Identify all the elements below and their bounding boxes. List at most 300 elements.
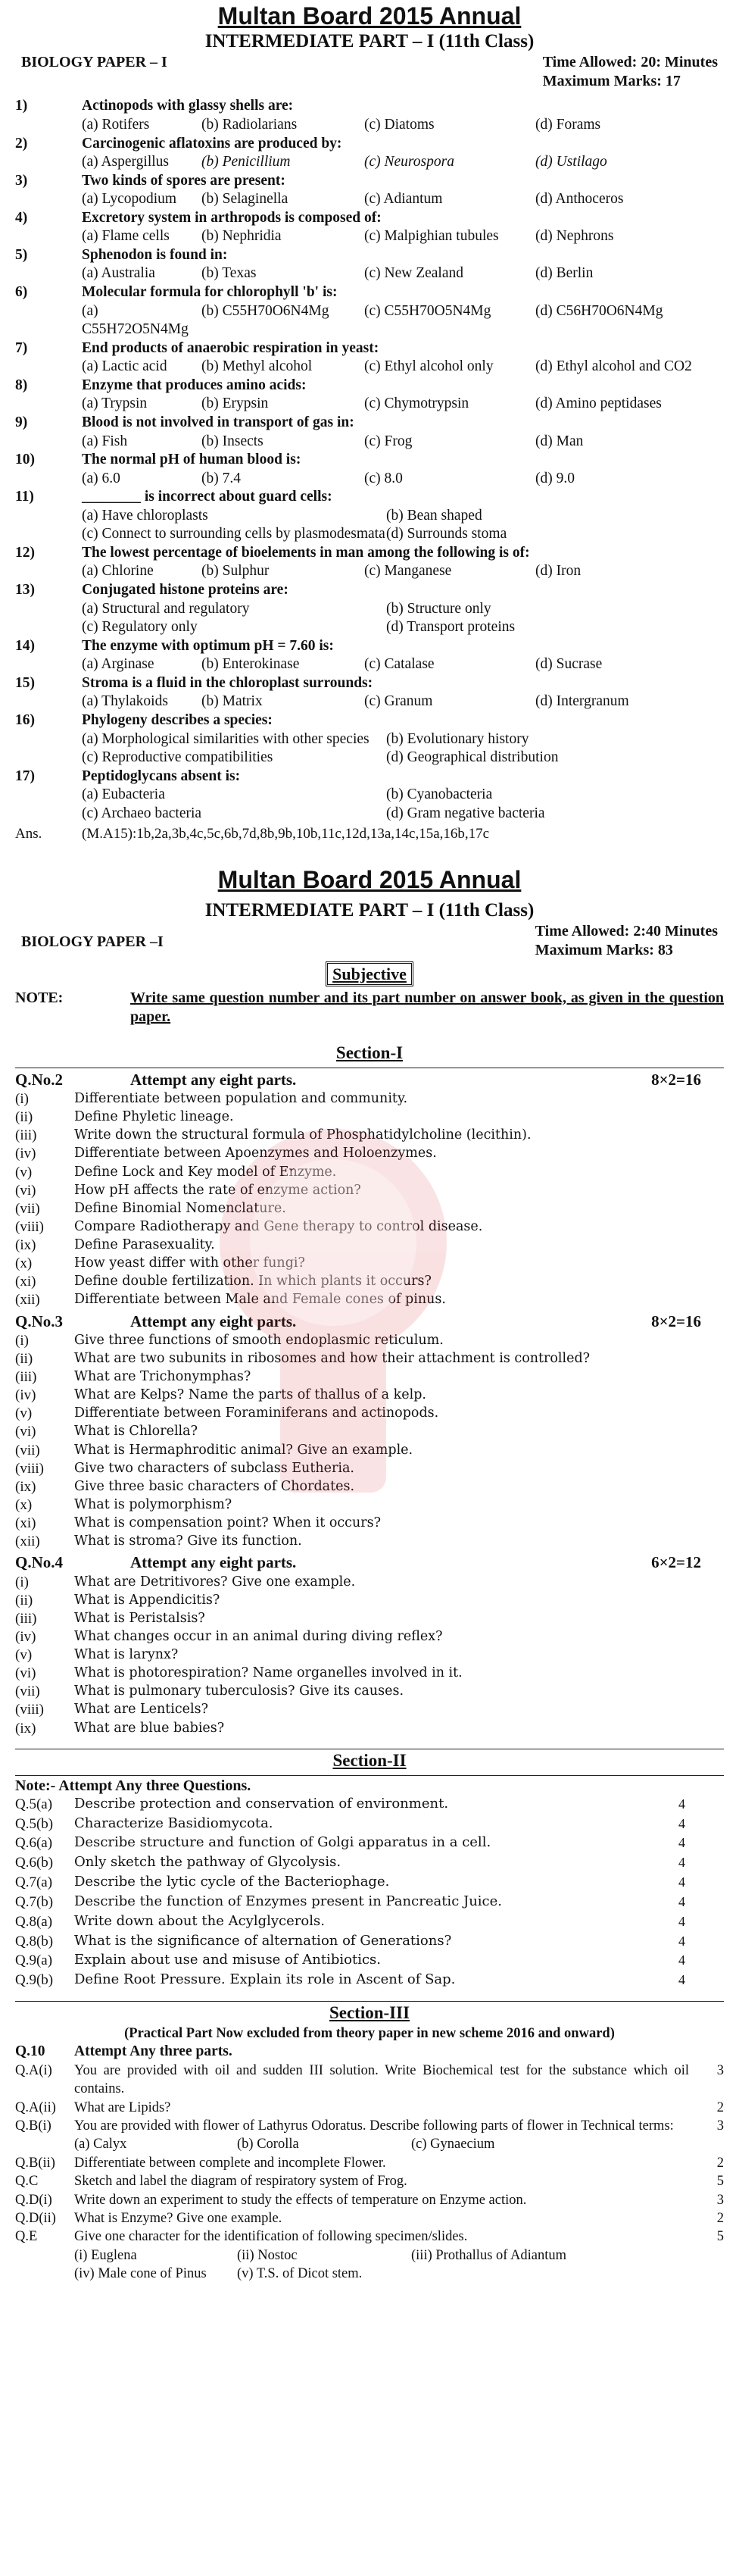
mcq-number: 9) (15, 414, 28, 430)
short-question (0, 1515, 739, 1533)
mcq-number: 11) (15, 489, 34, 505)
part-text: What is stroma? Give its function. (74, 1533, 302, 1549)
specimen: (v) T.S. of Dicot stem. (237, 2266, 363, 2282)
mcq-question: Blood is not involved in transport of gas in: (82, 414, 354, 430)
question-marks: 4 (678, 1933, 685, 1949)
practical-question (0, 2099, 739, 2117)
question-marks: 4 (678, 1855, 685, 1871)
mcq-options (82, 395, 724, 414)
short-question (0, 1218, 739, 1236)
short-question (0, 1405, 739, 1423)
short-question (0, 1628, 739, 1646)
question-text: Sketch and label the diagram of respiratory system of Frog. (74, 2174, 407, 2190)
mcq-option: (a) Have chloroplasts (82, 507, 208, 524)
mcq-number: 6) (15, 284, 28, 301)
long-question (0, 1853, 739, 1873)
short-question (0, 1236, 739, 1255)
mcq-option: (d) Ethyl alcohol and CO2 (535, 358, 692, 375)
question-text: Explain about use and misuse of Antibiotics. (74, 1952, 381, 1968)
part-number: (xi) (15, 1515, 36, 1532)
question-instruction: Attempt any eight parts. (130, 1070, 297, 1089)
mcq-number: 8) (15, 377, 28, 393)
specimen: (ii) Nostoc (237, 2247, 298, 2263)
mcq-item (0, 451, 739, 488)
short-question (0, 1332, 739, 1350)
mcq-options (82, 600, 724, 637)
short-question (0, 1574, 739, 1592)
part-text: What are blue babies? (74, 1720, 225, 1736)
mcq-number: 12) (15, 544, 35, 561)
mcq-options (82, 730, 724, 767)
question-number: Q.6(b) (15, 1855, 54, 1871)
question-marks: 8×2=16 (651, 1070, 701, 1089)
question-text: Describe protection and conservation of environment. (74, 1795, 449, 1812)
mcq-item (0, 339, 739, 377)
part-number: (iii) (15, 1127, 37, 1144)
mcq-options (82, 470, 724, 489)
question-number: Q.D(i) (15, 2192, 52, 2208)
part-text: Define Phyletic lineage. (74, 1109, 234, 1125)
section-divider (15, 2001, 724, 2002)
mcq-question: Sphenodon is found in: (82, 246, 228, 263)
note-label: NOTE: (15, 989, 64, 1006)
question-marks: 6×2=12 (651, 1553, 701, 1572)
part-text: Define Lock and Key model of Enzyme. (74, 1164, 337, 1180)
question-text: Characterize Basidiomycota. (74, 1815, 273, 1831)
question-number: Q.E (15, 2229, 38, 2245)
subjective-box (0, 964, 739, 984)
question-number: Q.7(a) (15, 1874, 53, 1891)
part-number: (ix) (15, 1237, 36, 1254)
answer-key (0, 823, 739, 846)
practical-question (0, 2117, 739, 2135)
part-number: (iv) (15, 1628, 36, 1645)
mcq-options (82, 227, 724, 246)
flower-part: (b) Corolla (237, 2137, 299, 2152)
mcq-option: (b) Structure only (386, 600, 491, 617)
mcq-item (0, 246, 739, 283)
paper-info-row-2 (0, 922, 739, 960)
objective-questions (0, 97, 739, 823)
question-marks: 2 (716, 2155, 724, 2171)
mcq-option: (b) Matrix (201, 693, 263, 710)
answer-label: Ans. (15, 826, 42, 843)
note-row (0, 989, 739, 1027)
question-number: Q.No.4 (15, 1553, 63, 1572)
paper-name: BIOLOGY PAPER – I (21, 54, 167, 71)
short-question (0, 1423, 739, 1441)
mcq-body (82, 283, 739, 339)
part-number: (x) (15, 1496, 33, 1513)
max-marks: Maximum Marks: 17 (542, 73, 681, 90)
part-number: (iv) (15, 1146, 36, 1162)
part-text: Give two characters of subclass Eutheria. (74, 1460, 354, 1476)
part-text: How yeast differ with other fungi? (74, 1255, 305, 1271)
part-number: (ii) (15, 1592, 33, 1608)
paper-name-2: BIOLOGY PAPER –I (21, 933, 164, 950)
question-header (0, 1070, 739, 1090)
question-text: Give one character for the identification of following specimen/slides. (74, 2229, 468, 2245)
mcq-body (82, 172, 739, 209)
part-text: What are two subunits in ribosomes and how their attachment is controlled? (74, 1350, 591, 1366)
section-2-title: Section-II (332, 1750, 407, 1770)
part-text: Define Binomial Nomenclature. (74, 1200, 286, 1216)
mcq-option: (b) Evolutionary history (386, 730, 529, 747)
mcq-item (0, 135, 739, 172)
mcq-option: (a) Eubacteria (82, 786, 165, 803)
practical-question (0, 2191, 739, 2209)
board-title-2: Multan Board 2015 Annual (217, 866, 522, 894)
question-text: What is Enzyme? Give one example. (74, 2211, 282, 2226)
part-text: Compare Radiotherapy and Gene therapy to control disease. (74, 1218, 483, 1234)
short-question (0, 1255, 739, 1273)
mcq-option: (c) Reproductive compatibilities (82, 749, 273, 766)
mcq-number: 10) (15, 452, 35, 468)
part-number: (viii) (15, 1702, 44, 1718)
mcq-number: 17) (15, 767, 35, 784)
mcq-option: (b) Enterokinase (201, 656, 300, 673)
practical-question (0, 2154, 739, 2172)
part-number: (x) (15, 1255, 33, 1272)
mcq-item (0, 581, 739, 637)
question-number: Q.7(b) (15, 1893, 54, 1910)
mcq-option: (d) Berlin (535, 265, 594, 282)
mcq-option: (b) Cyanobacteria (386, 786, 493, 803)
mcq-option: (d) Sucrase (535, 656, 603, 673)
mcq-option: (a) 6.0 (82, 470, 120, 486)
mcq-option: (c) Regulatory only (82, 619, 198, 636)
part-text: Write down the structural formula of Phosphatidylcholine (lecithin). (74, 1127, 532, 1143)
short-question (0, 1164, 739, 1182)
mcq-item (0, 637, 739, 674)
part-text: What is Appendicitis? (74, 1592, 220, 1608)
mcq-body (82, 544, 739, 581)
mcq-item (0, 711, 739, 767)
short-question (0, 1478, 739, 1496)
question-text: Describe the lytic cycle of the Bacteriophage. (74, 1874, 390, 1890)
mcq-question: Carcinogenic aflatoxins are produced by: (82, 135, 342, 152)
mcq-body (82, 414, 739, 451)
mcq-option: (c) Frog (364, 433, 413, 449)
part-number: (xii) (15, 1292, 40, 1308)
mcq-number: 4) (15, 209, 28, 226)
mcq-body (82, 581, 739, 637)
part-number: (v) (15, 1647, 33, 1664)
question-text: What is the significance of alternation of Generations? (74, 1932, 452, 1949)
question-marks: 4 (678, 1796, 685, 1812)
short-question (0, 1592, 739, 1610)
long-question (0, 1951, 739, 1971)
mcq-options (82, 190, 724, 209)
mcq-option: (a) Lycopodium (82, 191, 177, 208)
question-marks: 5 (716, 2229, 724, 2245)
short-question (0, 1386, 739, 1405)
mcq-option: (a) Rotifers (82, 116, 150, 133)
mcq-option: (a) Chlorine (82, 563, 154, 580)
mcq-option: (d) Intergranum (535, 693, 629, 710)
mcq-option: (b) Texas (201, 265, 257, 282)
question-instruction: Attempt any eight parts. (130, 1311, 297, 1330)
mcq-option: (c) Archaeo bacteria (82, 805, 202, 821)
part-text: Define double fertilization. In which plants it occurs? (74, 1274, 432, 1290)
question-text: Define Root Pressure. Explain its role in Ascent of Sap. (74, 1971, 456, 1988)
question-header (0, 1311, 739, 1332)
mcq-body (82, 451, 739, 488)
mcq-body (82, 377, 739, 414)
part-text: What is photorespiration? Name organelles involved in it. (74, 1665, 463, 1681)
mcq-option: (d) 9.0 (535, 470, 575, 486)
part-text: Differentiate between Male and Female cones of pinus. (74, 1292, 446, 1308)
mcq-body (82, 97, 739, 134)
short-question (0, 1646, 739, 1665)
mcq-number: 1) (15, 98, 28, 114)
mcq-option: (c) New Zealand (364, 265, 464, 282)
mcq-option: (c) Malpighian tubules (364, 228, 499, 245)
mcq-question: Conjugated histone proteins are: (82, 582, 288, 599)
part-number: (viii) (15, 1218, 44, 1235)
part-text: What are Detritivores? Give one example. (74, 1574, 356, 1590)
short-question (0, 1108, 739, 1127)
mcq-body (82, 209, 739, 246)
part-number: (i) (15, 1574, 29, 1590)
mcq-option: (d) Transport proteins (386, 619, 516, 636)
mcq-number: 14) (15, 637, 35, 654)
mcq-options (82, 692, 724, 711)
mcq-question: Enzyme that produces amino acids: (82, 377, 307, 393)
mcq-number: 13) (15, 582, 35, 599)
short-question (0, 1090, 739, 1108)
q10-row (0, 2042, 739, 2062)
mcq-item (0, 283, 739, 339)
mcq-option: (a) Fish (82, 433, 128, 449)
mcq-body (82, 767, 739, 824)
time-allowed-2: Time Allowed: 2:40 Minutes (535, 922, 718, 939)
practical-question (0, 2209, 739, 2227)
paper-info-row (0, 53, 739, 91)
question-marks: 5 (716, 2174, 724, 2190)
part-text: What is Hermaphroditic animal? Give an example. (74, 1442, 413, 1458)
mcq-option: (c) Adiantum (364, 191, 443, 208)
mcq-option: (c) Diatoms (364, 116, 435, 133)
part-title: INTERMEDIATE PART – I (11th Class) (204, 31, 535, 52)
part-number: (ii) (15, 1109, 33, 1126)
question-text: Describe structure and function of Golgi apparatus in a cell. (74, 1834, 491, 1851)
part-number: (viii) (15, 1460, 44, 1477)
part-number: (ix) (15, 1720, 36, 1737)
long-question (0, 1834, 739, 1853)
mcq-option: (a) Morphological similarities with other species (82, 730, 370, 747)
mcq-question: Peptidoglycans absent is: (82, 767, 241, 784)
part-number: (vii) (15, 1683, 40, 1700)
mcq-body (82, 711, 739, 767)
question-number: Q.A(i) (15, 2062, 52, 2078)
part-text: What are Lenticels? (74, 1702, 208, 1718)
part-text: How pH affects the rate of enzyme action? (74, 1182, 361, 1198)
short-question (0, 1291, 739, 1309)
short-question (0, 1683, 739, 1701)
part-number: (vi) (15, 1665, 36, 1682)
q10-title: Attempt Any three parts. (74, 2043, 232, 2060)
part-number: (ix) (15, 1478, 36, 1495)
time-allowed: Time Allowed: 20: Minutes (542, 54, 718, 71)
question-number: Q.B(i) (15, 2118, 51, 2134)
part-number: (xii) (15, 1533, 40, 1550)
question-marks: 2 (716, 2099, 724, 2115)
board-title: Multan Board 2015 Annual (217, 2, 522, 30)
question-number: Q.A(ii) (15, 2099, 56, 2115)
section-3-subtitle: (Practical Part Now excluded from theory paper in new scheme 2016 and onward) (124, 2026, 615, 2042)
part-text: What changes occur in an animal during diving reflex? (74, 1628, 443, 1644)
mcq-options (82, 358, 724, 377)
section-1-questions (0, 1070, 739, 1738)
question-number: Q.9(a) (15, 1952, 53, 1969)
section-1-title: Section-I (335, 1043, 404, 1062)
answer-text: (M.A15):1b,2a,3b,4c,5c,6b,7d,8b,9b,10b,11c,12d,13a,14c,15a,16b,17c (82, 826, 490, 843)
part-number: (iii) (15, 1610, 37, 1627)
mcq-item (0, 97, 739, 134)
question-marks: 3 (716, 2062, 724, 2078)
question-number: Q.B(ii) (15, 2155, 55, 2171)
mcq-options (82, 655, 724, 674)
mcq-option: (b) Sulphur (201, 563, 270, 580)
long-question (0, 1893, 739, 1912)
part-number: (v) (15, 1405, 33, 1422)
practical-question (0, 2062, 739, 2099)
mcq-item (0, 377, 739, 414)
mcq-question: End products of anaerobic respiration in yeast: (82, 339, 379, 356)
section-3-questions (0, 2062, 739, 2284)
mcq-question: The enzyme with optimum pH = 7.60 is: (82, 637, 334, 654)
question-marks: 4 (678, 1835, 685, 1851)
mcq-options (82, 507, 724, 544)
question-number: Q.6(a) (15, 1835, 53, 1852)
mcq-option: (d) Surrounds stoma (386, 526, 507, 542)
flower-parts (0, 2135, 739, 2153)
mcq-question: The lowest percentage of bioelements in man among the following is of: (82, 544, 530, 561)
mcq-option: (d) Geographical distribution (386, 749, 559, 766)
question-number: Q.No.3 (15, 1311, 63, 1330)
part-text: Differentiate between Apoenzymes and Holoenzymes. (74, 1146, 437, 1161)
subjective-header (0, 865, 739, 1026)
short-question (0, 1442, 739, 1460)
question-text: Write down an experiment to study the effects of temperature on Enzyme action. (74, 2192, 527, 2208)
question-marks: 3 (716, 2118, 724, 2134)
mcq-item (0, 414, 739, 451)
mcq-option: (c) Neurospora (364, 154, 454, 170)
mcq-option: (c) Ethyl alcohol only (364, 358, 494, 375)
q10-number: Q.10 (15, 2043, 45, 2060)
subjective-label: Subjective (326, 961, 413, 986)
part-title-2: INTERMEDIATE PART – I (11th Class) (204, 899, 535, 921)
question-marks: 4 (678, 1893, 685, 1909)
mcq-number: 15) (15, 674, 35, 691)
specimen: (i) Euglena (74, 2247, 137, 2263)
mcq-question: Two kinds of spores are present: (82, 172, 285, 189)
short-question (0, 1610, 739, 1628)
mcq-option: (b) Methyl alcohol (201, 358, 313, 375)
question-number: Q.9(b) (15, 1972, 54, 1989)
short-question (0, 1273, 739, 1291)
question-text: You are provided with flower of Lathyrus Odoratus. Describe following parts of flower in Technical terms: (74, 2118, 674, 2134)
mcq-item (0, 674, 739, 711)
part-number: (v) (15, 1164, 33, 1180)
practical-question (0, 2227, 739, 2246)
section-divider (15, 1775, 724, 1776)
mcq-options (82, 153, 724, 172)
short-question (0, 1460, 739, 1478)
question-marks: 4 (678, 1972, 685, 1988)
part-text: Give three basic characters of Chordates. (74, 1478, 355, 1494)
mcq-question: Stroma is a fluid in the chloroplast surrounds: (82, 674, 373, 691)
question-number: Q.5(b) (15, 1815, 54, 1832)
part-text: What is larynx? (74, 1647, 179, 1663)
question-text: Differentiate between complete and incomplete Flower. (74, 2155, 386, 2171)
mcq-option: (b) Nephridia (201, 228, 282, 245)
part-text: What are Trichonymphas? (74, 1369, 251, 1385)
mcq-option: (a) Aspergillus (82, 154, 170, 170)
mcq-option: (c) 8.0 (364, 470, 403, 486)
part-text: Differentiate between population and community. (74, 1091, 408, 1107)
mcq-item (0, 209, 739, 246)
short-question (0, 1350, 739, 1368)
part-number: (iii) (15, 1369, 37, 1386)
part-number: (vii) (15, 1442, 40, 1458)
mcq-question: Excretory system in arthropods is composed of: (82, 209, 382, 226)
mcq-option: (b) Selaginella (201, 191, 288, 208)
mcq-option: (d) C56H70O6N4Mg (535, 302, 663, 319)
section-3-title: Section-III (329, 2003, 410, 2023)
long-question (0, 1795, 739, 1815)
part-number: (i) (15, 1332, 29, 1349)
question-text: You are provided with oil and sudden III solution. Write Biochemical test for the substance which oil contains. (74, 2062, 689, 2097)
mcq-body (82, 339, 739, 377)
part-text: Define Parasexuality. (74, 1237, 215, 1253)
mcq-number: 5) (15, 246, 28, 263)
mcq-option: (d) Nephrons (535, 228, 614, 245)
mcq-option: (b) Erypsin (201, 395, 269, 412)
mcq-option: (b) Bean shaped (386, 507, 482, 524)
short-question (0, 1701, 739, 1719)
mcq-item (0, 488, 739, 544)
mcq-option: (c) Connect to surrounding cells by plasmodesmata (82, 526, 385, 542)
part-text: What is Peristalsis? (74, 1610, 205, 1626)
question-number: Q.D(ii) (15, 2211, 56, 2226)
mcq-options (82, 786, 724, 823)
part-text: What is polymorphism? (74, 1496, 232, 1512)
mcq-option: (d) Gram negative bacteria (386, 805, 545, 821)
question-text: What are Lipids? (74, 2099, 171, 2115)
short-question (0, 1145, 739, 1163)
flower-part: (a) Calyx (74, 2137, 127, 2152)
short-question (0, 1368, 739, 1386)
question-marks: 4 (678, 1913, 685, 1929)
mcq-option: (d) Ustilago (535, 154, 607, 170)
part-number: (vi) (15, 1424, 36, 1440)
question-number: Q.5(a) (15, 1796, 53, 1812)
mcq-number: 7) (15, 339, 28, 356)
mcq-option: (b) Radiolarians (201, 116, 298, 133)
question-instruction: Attempt any eight parts. (130, 1553, 297, 1572)
mcq-options (82, 264, 724, 283)
mcq-option: (b) 7.4 (201, 470, 241, 486)
question-number: Q.No.2 (15, 1070, 63, 1089)
specimen-list (0, 2246, 739, 2284)
mcq-number: 2) (15, 135, 28, 152)
question-text: Write down about the Acylglycerols. (74, 1912, 325, 1929)
mcq-option: (a) Flame cells (82, 228, 170, 245)
mcq-option: (d) Man (535, 433, 584, 449)
mcq-number: 3) (15, 172, 28, 189)
